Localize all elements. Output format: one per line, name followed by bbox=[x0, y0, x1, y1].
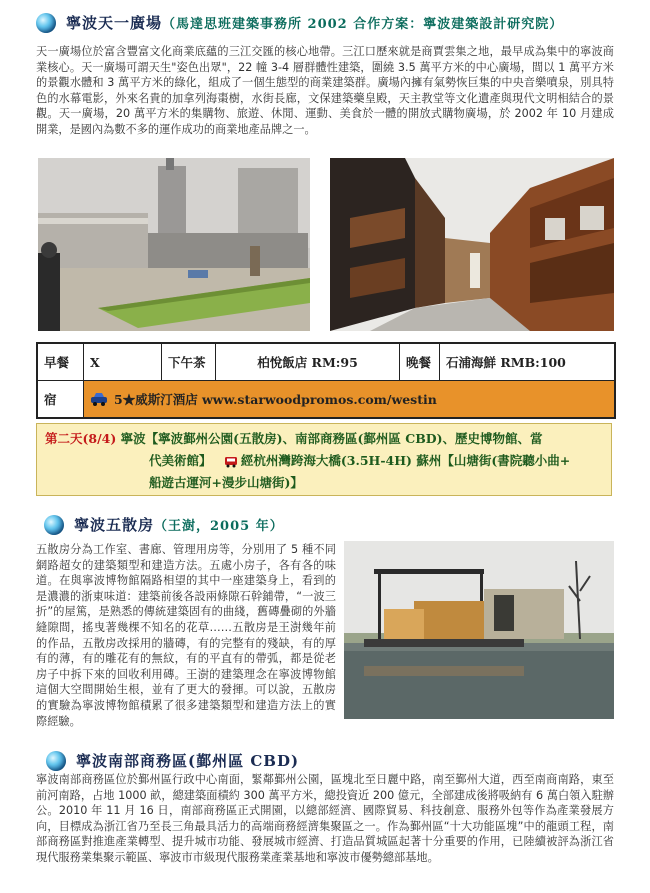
meals-table bbox=[36, 342, 616, 419]
paragraph-cbd: 寧波南部商務區位於鄞州區行政中心南面，緊鄰鄞州公園，區塊北至日麗中路，南至鄞州大道，西至南商南路，東至前河南路，占地 1000 畝，總建築面積約 300 萬平方米，總投資近 200 億元，全部建成後將吸納有 6 萬白領入駐辦公。2010 年 11 月 16 日，南部商務區正式開園，以總部經濟、國際貿易、科技創意、服務外包等作為產業發展方向，目標成為浙江省乃至長三角最具活力的高端商務經濟集聚區之一。作為鄞州區“十大功能區塊”中的龍頭工程，南部商務區對推進產業轉型、提升城市功能、發展城市經濟、打造品質城區起著十分重要的作用，已陸續被評為浙江省現代服務業集聚示範區、寧波市市級現代服務業產業基地和寧波市優勢總部基地。 bbox=[36, 773, 614, 864]
section-header-wusanfang bbox=[44, 514, 284, 535]
day2-line2 bbox=[45, 450, 603, 472]
title-text: 寧波天一廣場 bbox=[66, 14, 163, 32]
hotel-label: 宿 bbox=[38, 381, 84, 417]
meals-row bbox=[38, 344, 614, 381]
dinner-label: 晚餐 bbox=[400, 344, 440, 380]
day2-text-2b: 經杭州灣跨海大橋(3.5H-4H) bbox=[240, 453, 412, 468]
breakfast-label: 早餐 bbox=[38, 344, 84, 380]
subtitle-text: (鄞州區 CBD) bbox=[188, 752, 300, 770]
hotel-value: 5★威斯汀酒店 www.starwoodpromos.com/westin bbox=[114, 392, 437, 407]
globe-icon bbox=[36, 13, 56, 33]
photo-brick-buildings bbox=[330, 158, 614, 331]
subtitle-text: （馬達思班建築事務所 2002 合作方案：寧波建築設計研究院） bbox=[162, 17, 564, 32]
section-header-tianyi bbox=[36, 12, 563, 33]
car-icon bbox=[90, 392, 108, 406]
day2-itinerary bbox=[36, 423, 612, 496]
photo-wusanfang-pavilion bbox=[344, 541, 614, 719]
breakfast-value: X bbox=[84, 344, 162, 380]
globe-icon bbox=[44, 515, 64, 535]
day2-line1 bbox=[45, 428, 603, 450]
lunch-label: 下午茶 bbox=[162, 344, 216, 380]
dinner-value: 石浦海鮮 RMB:100 bbox=[446, 355, 566, 370]
day2-label: 第二天(8/4) bbox=[45, 431, 117, 446]
section-title bbox=[76, 750, 299, 771]
photo-tianyi-plaza bbox=[38, 158, 310, 331]
globe-icon bbox=[46, 751, 66, 771]
day2-text-2: 代美術館】 bbox=[149, 453, 212, 468]
day2-text-3: 船遊古運河+漫步山塘街)】 bbox=[149, 475, 303, 490]
hotel-value-cell bbox=[84, 381, 614, 417]
subtitle-text: （王澍，2005 年） bbox=[154, 519, 284, 534]
section-title bbox=[66, 12, 563, 33]
section-header-cbd bbox=[46, 750, 299, 771]
section-title bbox=[74, 514, 284, 535]
day2-line3 bbox=[45, 472, 603, 494]
paragraph-wusanfang: 五散房分為工作室、書廊、管理用房等，分別用了 5 種不同網路超女的建築類型和建造方法。五處小房子，各有各的味道。在與寧波博物館隔路相望的其中一座建築身上，看到的是濃濃的浙東味道：建築前後各設兩條隙石幹鋪帶，“一波三折”的屋篤，是熟悉的傳統建築固有的曲綫，舊磚疊砌的外牆縫隙間，搖曳著幾棵不知名的花草……五散房是王澍幾年前的作品，五散房改採用的牆磚，有的完整有的殘缺，有的厚有的薄，有的雕花有的無紋，有的平直有的帶弧，都是從老房子中拆下來的回收利用磚。王澍的建築理念在寧波博物館這個大空間開始生根，並有了更大的發揮。可以說，五散房的實驗為寧波博物館積累了很多建築類型和建造方法上的實際經驗。 bbox=[36, 543, 336, 728]
lunch-value: 柏悅飯店 RM:95 bbox=[216, 344, 400, 380]
paragraph-tianyi: 天一廣場位於富含豐富文化商業底蘊的三江交匯的核心地帶。三江口歷來就是商賈雲集之地，最早成為集中的寧波商業核心。天一廣場可謂天生"姿色出眾"，22 幢 3-4 層群體性建築，圍繞 3.5 萬平方米的中心廣場，間以 1 萬平方米的景觀水體和 3 萬平方米的綠化，組成了一個生態型的商業建築群。廣場內擁有氣勢恢巨集的中央音樂噴泉，別具特色的水幕電影，外來名貴的加拿列海棗樹，水街長廊，文保建築藥皇殿，天主教堂等文化遺產與現代文明相結合的景觀。天一廣場，20 萬平方米的集購物、旅遊、休閒、運動、美食於一體的開放式購物廣場，於 2002 年 10 月建成開業，是國內為數不多的運作成功的商業地產品牌之一。 bbox=[36, 45, 614, 136]
title-text: 寧波五散房 bbox=[74, 516, 155, 534]
bus-icon bbox=[224, 456, 238, 468]
title-text: 寧波南部商務區 bbox=[76, 752, 189, 770]
day2-text-1: 寧波【寧波鄞州公園(五散房)、南部商務區(鄞州區 CBD)、歷史博物館、當 bbox=[120, 431, 543, 446]
hotel-row bbox=[38, 381, 614, 417]
day2-text-2c: 蘇州【山塘街(書院聽小曲+ bbox=[416, 453, 571, 468]
